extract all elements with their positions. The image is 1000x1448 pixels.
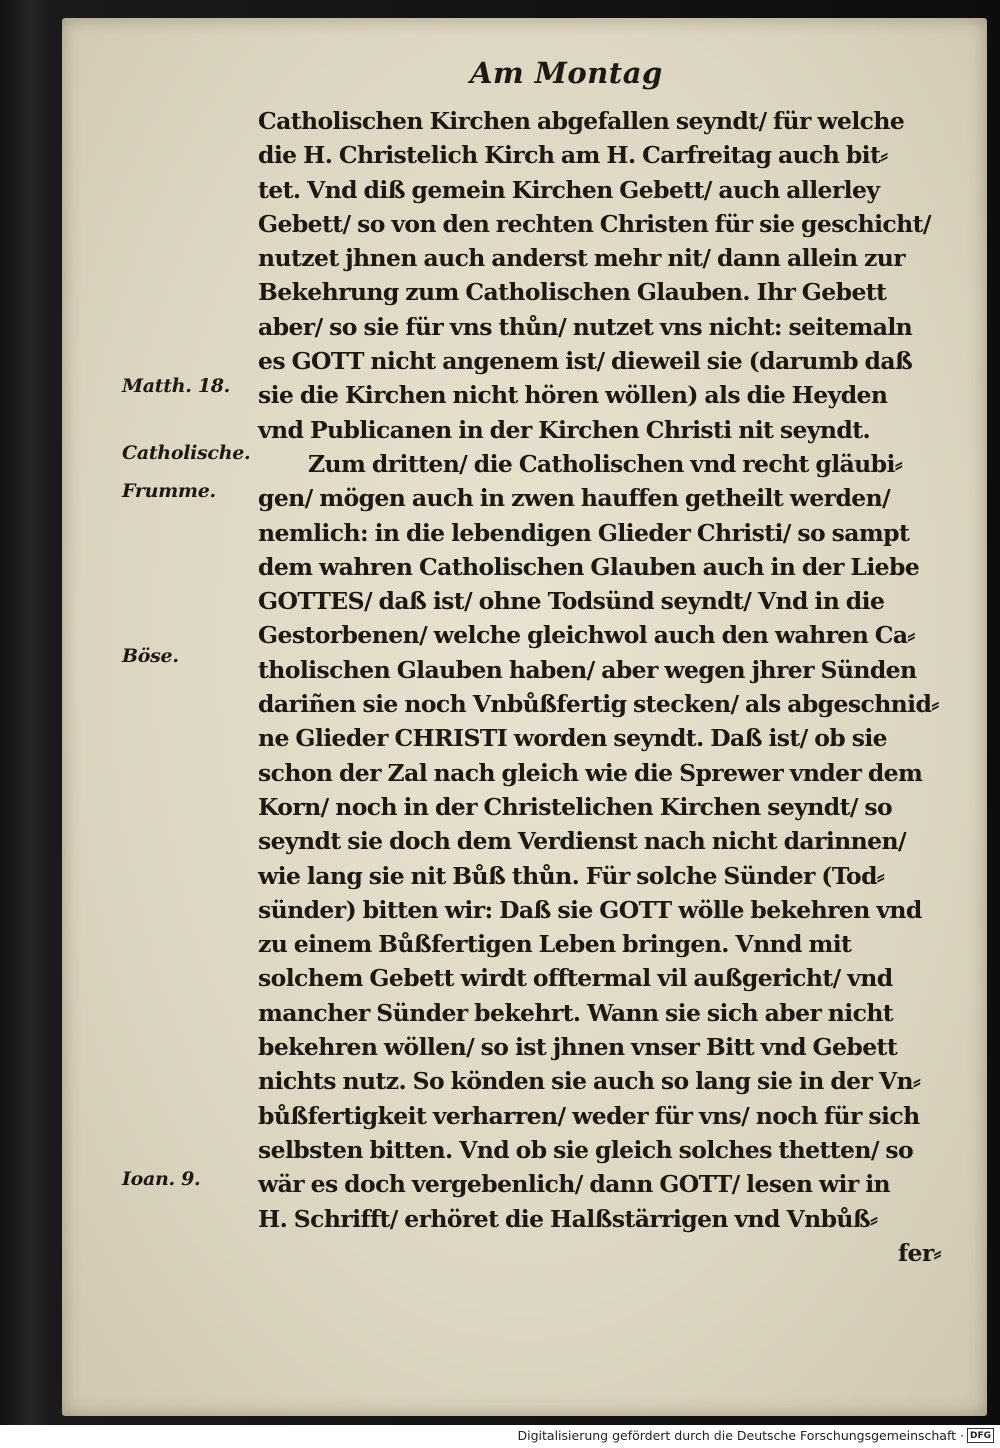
text-line: Gestorbenen/ welche gleichwol auch den wahren Ca⸗	[258, 621, 915, 650]
body-text	[258, 104, 958, 1270]
text-line: nutzet jhnen auch anderst mehr nit/ dann allein zur	[258, 244, 906, 273]
text-line: die H. Christelich Kirch am H. Carfreitag auch bit⸗	[258, 141, 888, 170]
text-line: Gebett/ so von den rechten Christen für sie geschicht/	[258, 209, 931, 238]
text-line: wie lang sie nit Bůß thůn. Für solche Sünder (Tod⸗	[258, 861, 885, 890]
margin-note-matthew: Matth. 18.	[122, 375, 230, 397]
dfg-logo: DFG	[967, 1428, 994, 1443]
text-line: Bekehrung zum Catholischen Glauben. Ihr Gebett	[258, 278, 887, 307]
text-line: schon der Zal nach gleich wie die Sprewer vnder dem	[258, 758, 923, 787]
text-line: nemlich: in die lebendigen Glieder Christi/ so sampt	[258, 518, 910, 547]
text-line: Catholischen Kirchen abgefallen seyndt/ für welche	[258, 107, 905, 135]
text-line: selbsten bitten. Vnd ob sie gleich solches thetten/ so	[258, 1135, 914, 1164]
text-line: H. Schrifft/ erhöret die Halßstärrigen vnd Vnbůß⸗	[258, 1204, 878, 1233]
text-line: dariñen sie noch Vnbůßfertig stecken/ als abgeschnid⸗	[258, 690, 939, 719]
margin-note-wicked: Böse.	[122, 645, 179, 667]
margin-note-catholic: Catholische.	[122, 442, 251, 464]
text-line: mancher Sünder bekehrt. Wann sie sich aber nicht	[258, 998, 894, 1027]
text-line: tet. Vnd diß gemein Kirchen Gebett/ auch allerley	[258, 175, 880, 204]
text-line: aber/ so sie für vns thůn/ nutzet vns nicht: seitemaln	[258, 312, 913, 341]
text-line: Korn/ noch in der Christelichen Kirchen seyndt/ so	[258, 792, 893, 821]
text-line: nichts nutz. So könden sie auch so lang sie in der Vn⸗	[258, 1067, 921, 1096]
text-line: gen/ mögen auch in zwen hauffen getheilt werden/	[258, 484, 891, 513]
text-line: wär es doch vergebenlich/ dann GOTT/ lesen wir in	[258, 1170, 891, 1199]
text-line: GOTTES/ daß ist/ ohne Todsünd seyndt/ Vnd in die	[258, 587, 885, 616]
funding-credit: Digitalisierung gefördert durch die Deutsche Forschungsgemeinschaft ·	[517, 1428, 964, 1443]
margin-note-pious: Frumme.	[122, 480, 216, 502]
text-line: zu einem Bůßfertigen Leben bringen. Vnnd mit	[258, 930, 852, 959]
text-line: sünder) bitten wir: Daß sie GOTT wölle bekehren vnd	[258, 895, 922, 924]
text-line: solchem Gebett wirdt offtermal vil außgericht/ vnd	[258, 964, 893, 993]
margin-note-john: Ioan. 9.	[122, 1168, 201, 1190]
text-line: tholischen Glauben haben/ aber wegen jhrer Sünden	[258, 655, 917, 684]
text-line: ne Glieder CHRISTI worden seyndt. Daß ist/ ob sie	[258, 724, 888, 753]
text-line: seyndt sie doch dem Verdienst nach nicht darinnen/	[258, 827, 906, 856]
text-line: Zum dritten/ die Catholischen vnd recht gläubi⸗	[308, 449, 903, 478]
text-line: es GOTT nicht angenem ist/ dieweil sie (darumb daß	[258, 347, 913, 376]
text-line: sie die Kirchen nicht hören wöllen) als die Heyden	[258, 381, 888, 410]
text-line: bekehren wöllen/ so ist jhnen vnser Bitt vnd Gebett	[258, 1033, 898, 1062]
text-line: bůßfertigkeit verharren/ weder für vns/ noch für sich	[258, 1101, 920, 1130]
running-head: Am Montag	[470, 56, 663, 90]
text-line: vnd Publicanen in der Kirchen Christi nit seyndt.	[258, 415, 871, 444]
catchword: fer⸗	[898, 1238, 941, 1267]
text-line: dem wahren Catholischen Glauben auch in der Liebe	[258, 552, 920, 581]
